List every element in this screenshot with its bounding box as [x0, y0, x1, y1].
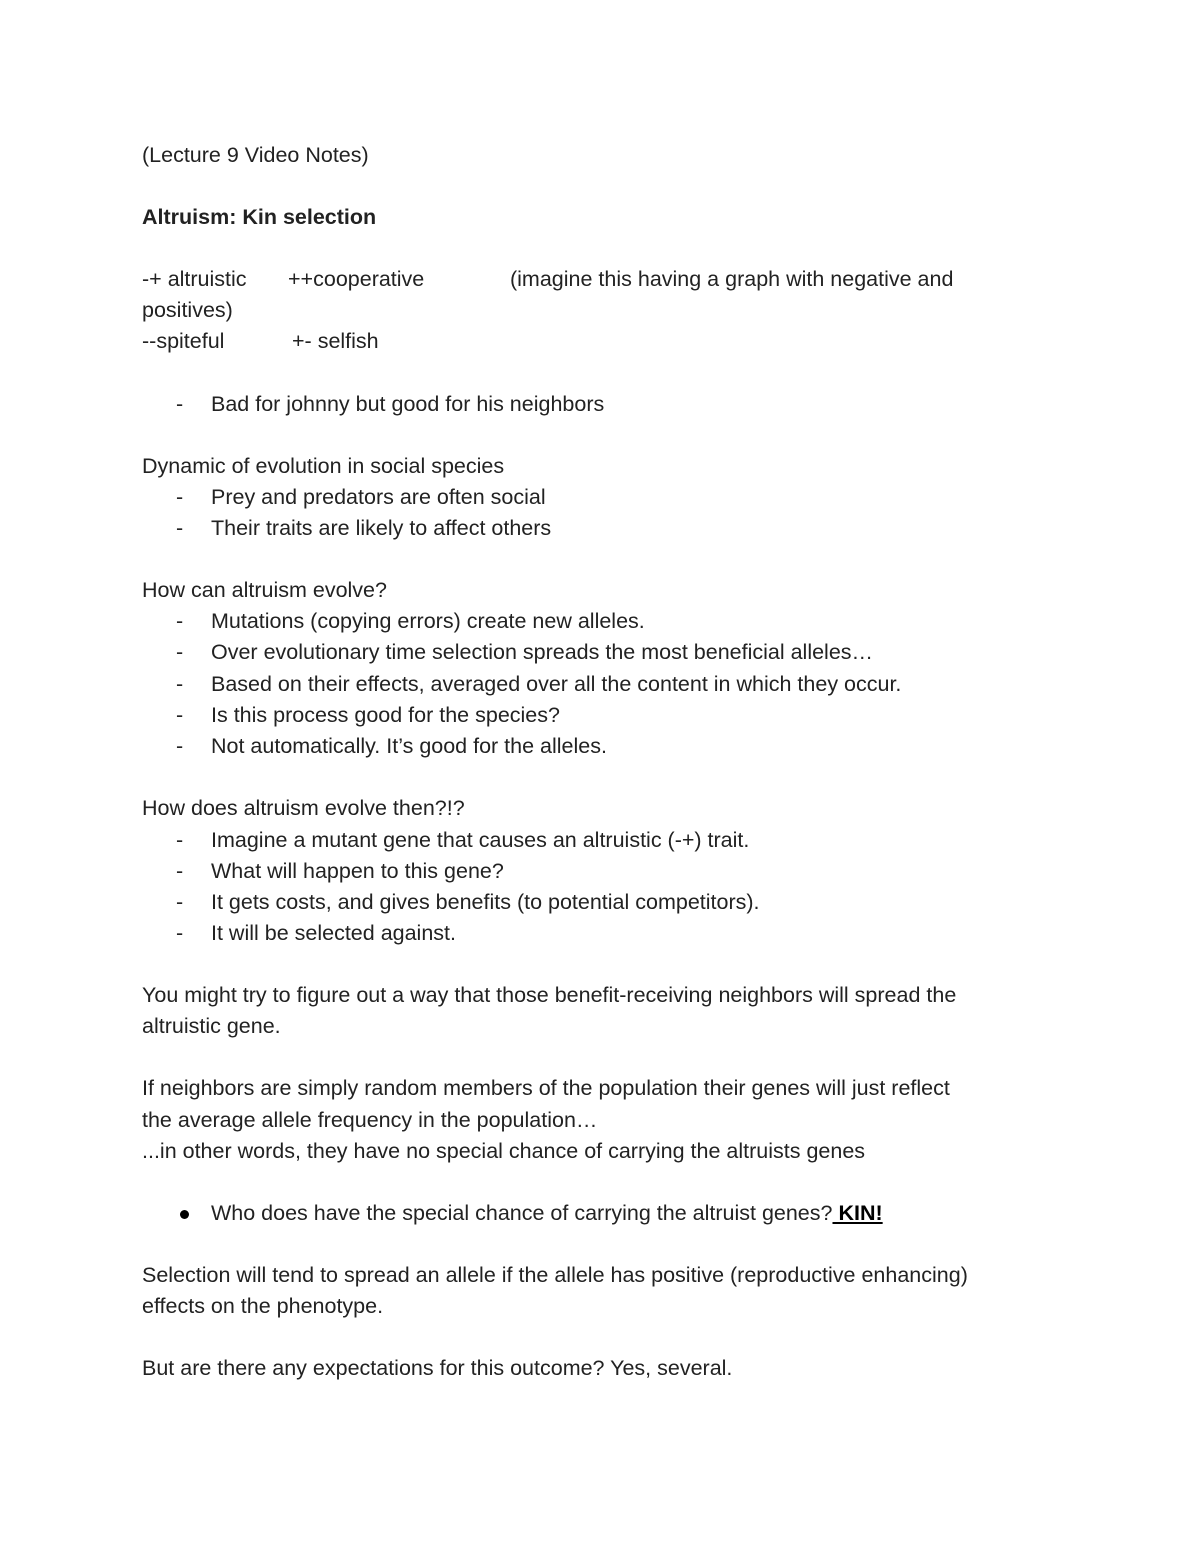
paragraph-line: the average allele frequency in the population… — [142, 1108, 598, 1132]
dash-marker: - — [176, 609, 184, 633]
dash-marker: - — [176, 828, 184, 852]
section-title: How can altruism evolve? — [142, 578, 387, 602]
dash-marker: - — [176, 921, 184, 945]
dash-marker: - — [176, 640, 184, 664]
list-item-text: What will happen to this gene? — [211, 859, 504, 883]
dash-marker: - — [176, 485, 184, 509]
paragraph-line: If neighbors are simply random members of the population their genes will just reflect — [142, 1076, 950, 1100]
list-item-text: Prey and predators are often social — [211, 485, 546, 509]
list-item-text: Their traits are likely to affect others — [211, 516, 552, 540]
list-item-text: Not automatically. It’s good for the alleles. — [211, 734, 607, 758]
list-item-text: It will be selected against. — [211, 921, 456, 945]
paragraph-line: altruistic gene. — [142, 1014, 281, 1038]
list-item-text: Imagine a mutant gene that causes an altruistic (-+) trait. — [211, 828, 750, 852]
section-heading: Altruism: Kin selection — [142, 205, 377, 229]
paragraph-line: But are there any expectations for this outcome? Yes, several. — [142, 1356, 733, 1380]
bullet-item-text — [211, 1198, 883, 1229]
section-title: How does altruism evolve then?!? — [142, 796, 465, 820]
kin-answer: KIN! — [832, 1201, 883, 1225]
dash-marker: - — [176, 672, 184, 696]
paragraph-line: ...in other words, they have no special chance of carrying the altruists genes — [142, 1139, 866, 1163]
matrix-altruistic: -+ altruistic — [142, 267, 247, 291]
list-item-text: Bad for johnny but good for his neighbors — [211, 392, 605, 416]
dash-marker: - — [176, 703, 184, 727]
paragraph-line: You might try to figure out a way that those benefit-receiving neighbors will spread the — [142, 983, 957, 1007]
list-item-text: Based on their effects, averaged over all the content in which they occur. — [211, 672, 902, 696]
matrix-selfish: +- selfish — [292, 329, 379, 353]
matrix-note-continued: positives) — [142, 298, 233, 322]
paragraph-line: effects on the phenotype. — [142, 1294, 384, 1318]
dash-marker: - — [176, 392, 184, 416]
list-item-text: Is this process good for the species? — [211, 703, 560, 727]
list-item-text: Over evolutionary time selection spreads the most beneficial alleles… — [211, 640, 874, 664]
lecture-subtitle: (Lecture 9 Video Notes) — [142, 143, 369, 167]
paragraph-line: Selection will tend to spread an allele if the allele has positive (reproductive enhancing) — [142, 1263, 968, 1287]
matrix-spiteful: --spiteful — [142, 329, 225, 353]
dash-marker: - — [176, 859, 184, 883]
dash-marker: - — [176, 516, 184, 540]
matrix-cooperative: ++cooperative — [288, 267, 425, 291]
bullet-question: Who does have the special chance of carrying the altruist genes? — [211, 1201, 833, 1225]
section-title: Dynamic of evolution in social species — [142, 454, 505, 478]
list-item-text: Mutations (copying errors) create new alleles. — [211, 609, 645, 633]
bullet-dot-icon — [180, 1210, 189, 1219]
matrix-note: (imagine this having a graph with negative and — [510, 267, 954, 291]
list-item-text: It gets costs, and gives benefits (to potential competitors). — [211, 890, 760, 914]
dash-marker: - — [176, 890, 184, 914]
dash-marker: - — [176, 734, 184, 758]
